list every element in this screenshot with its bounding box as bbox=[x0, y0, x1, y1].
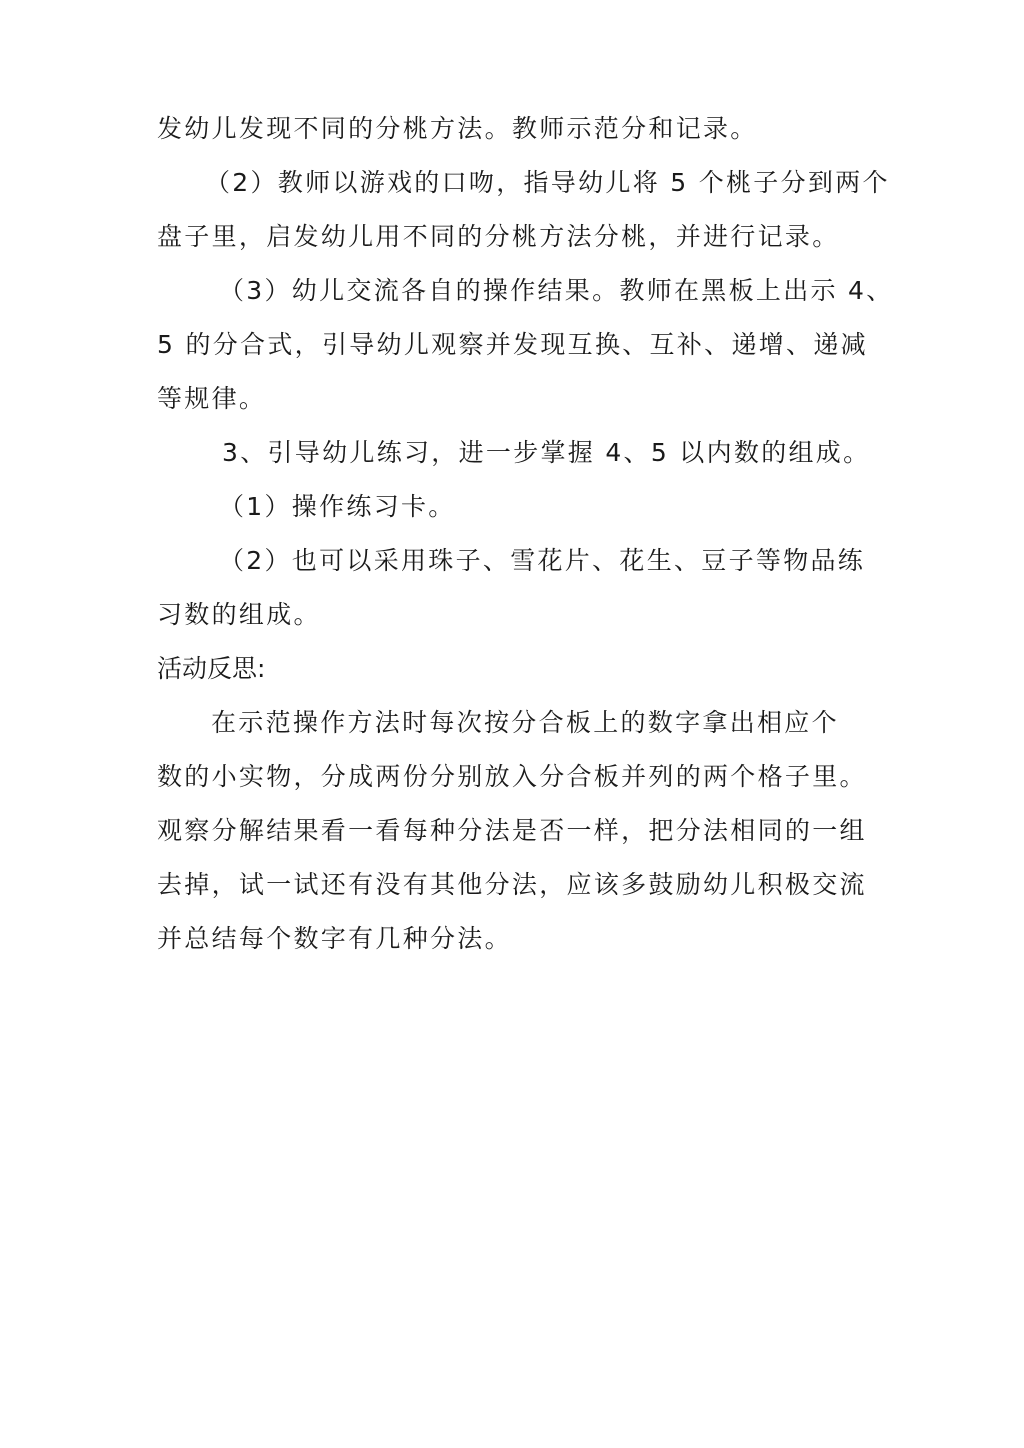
reflection-line: 并总结每个数字有几种分法。 bbox=[157, 924, 512, 953]
reflection-line: 在示范操作方法时每次按分合板上的数字拿出相应个 bbox=[211, 708, 839, 737]
step-2-line: （2）教师以游戏的口吻，指导幼儿将 5 个桃子分到两个 bbox=[205, 168, 890, 197]
step-3-continuation-end: 等规律。 bbox=[157, 384, 267, 413]
reflection-line: 数的小实物，分成两份分别放入分合板并列的两个格子里。 bbox=[157, 762, 867, 791]
reflection-line: 去掉，试一试还有没有其他分法，应该多鼓励幼儿积极交流 bbox=[157, 870, 867, 899]
practice-item-2-continuation: 习数的组成。 bbox=[157, 600, 321, 629]
paragraph-line: 发幼儿发现不同的分桃方法。教师示范分和记录。 bbox=[157, 114, 758, 143]
reflection-line: 观察分解结果看一看每种分法是否一样，把分法相同的一组 bbox=[157, 816, 867, 845]
practice-item-1: （1）操作练习卡。 bbox=[219, 492, 456, 521]
section-3-title: 3、引导幼儿练习，进一步掌握 4、5 以内数的组成。 bbox=[222, 438, 871, 467]
step-3-continuation: 5 的分合式，引导幼儿观察并发现互换、互补、递增、递减 bbox=[157, 330, 868, 359]
practice-item-2: （2）也可以采用珠子、雪花片、花生、豆子等物品练 bbox=[219, 546, 866, 575]
step-2-continuation: 盘子里，启发幼儿用不同的分桃方法分桃，并进行记录。 bbox=[157, 222, 840, 251]
step-3-line: （3）幼儿交流各自的操作结果。教师在黑板上出示 4、 bbox=[219, 276, 894, 305]
reflection-heading: 活动反思: bbox=[157, 654, 266, 683]
